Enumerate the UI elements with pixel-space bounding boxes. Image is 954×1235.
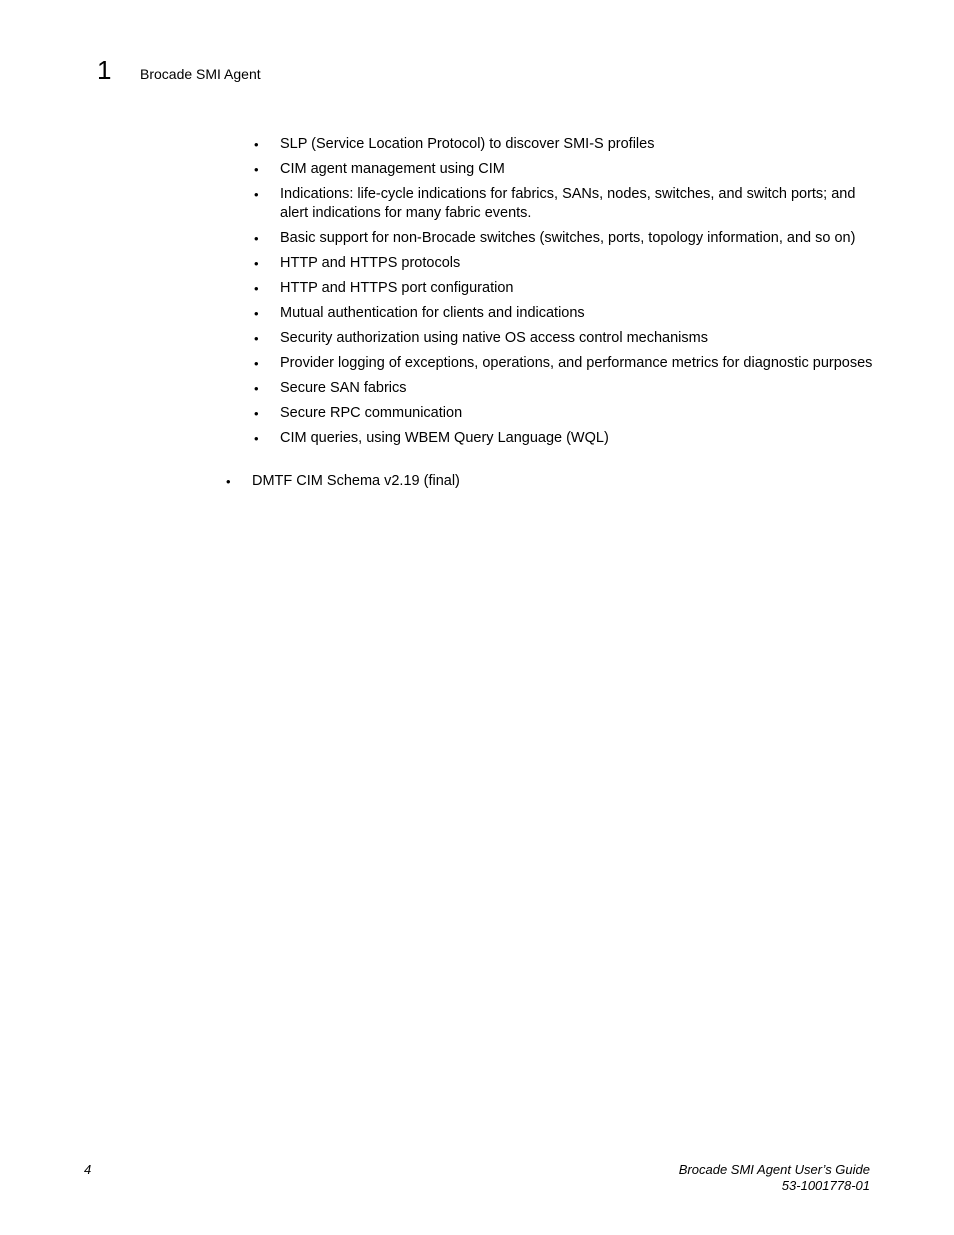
list-item: [226, 472, 866, 491]
list-item: [254, 229, 874, 248]
list-item: [254, 329, 874, 348]
list-item: [254, 379, 874, 398]
bullet-icon: •: [254, 431, 259, 446]
list-item-text: HTTP and HTTPS port configuration: [280, 280, 514, 296]
list-item: [254, 429, 874, 448]
chapter-title: Brocade SMI Agent: [140, 66, 261, 82]
list-item: [254, 185, 874, 223]
bullet-icon: •: [254, 137, 259, 152]
bullet-icon: •: [254, 231, 259, 246]
bullet-icon: •: [254, 306, 259, 321]
list-item-text: Basic support for non-Brocade switches (switches, ports, topology information, and so on): [280, 230, 856, 246]
list-item-text: SLP (Service Location Protocol) to discover SMI-S profiles: [280, 136, 655, 152]
list-item-text: CIM queries, using WBEM Query Language (WQL): [280, 430, 609, 446]
bullet-icon: •: [254, 281, 259, 296]
list-item: [254, 354, 874, 373]
bullet-icon: •: [254, 406, 259, 421]
list-item-text: Secure SAN fabrics: [280, 380, 407, 396]
list-item-text: DMTF CIM Schema v2.19 (final): [252, 473, 460, 489]
list-item: [254, 404, 874, 423]
bullet-icon: •: [254, 162, 259, 177]
list-item-text: Indications: life-cycle indications for fabrics, SANs, nodes, switches, and switch ports; and alert indications for many fabric events.: [280, 186, 856, 221]
feature-list: [226, 472, 866, 497]
chapter-number: 1: [97, 55, 112, 85]
list-item-text: Mutual authentication for clients and indications: [280, 305, 585, 321]
list-item: [254, 160, 874, 179]
bullet-icon: •: [254, 356, 259, 371]
list-item: [254, 254, 874, 273]
list-item: [254, 279, 874, 298]
footer-guide-info: [679, 1162, 870, 1194]
list-item-text: HTTP and HTTPS protocols: [280, 255, 461, 271]
sub-feature-list: [254, 135, 874, 454]
bullet-icon: •: [254, 381, 259, 396]
doc-number: 53-1001778-01: [781, 1178, 870, 1193]
list-item-text: Security authorization using native OS access control mechanisms: [280, 330, 708, 346]
bullet-icon: •: [226, 474, 231, 489]
list-item-text: CIM agent management using CIM: [280, 161, 505, 177]
bullet-icon: •: [254, 331, 259, 346]
bullet-icon: •: [254, 187, 259, 202]
list-item-text: Provider logging of exceptions, operations, and performance metrics for diagnostic purposes: [280, 355, 873, 371]
list-item: [254, 135, 874, 154]
list-item-text: Secure RPC communication: [280, 405, 463, 421]
page-number: 4: [84, 1162, 92, 1177]
bullet-icon: •: [254, 256, 259, 271]
list-item: [254, 304, 874, 323]
guide-title: Brocade SMI Agent User’s Guide: [678, 1162, 870, 1177]
